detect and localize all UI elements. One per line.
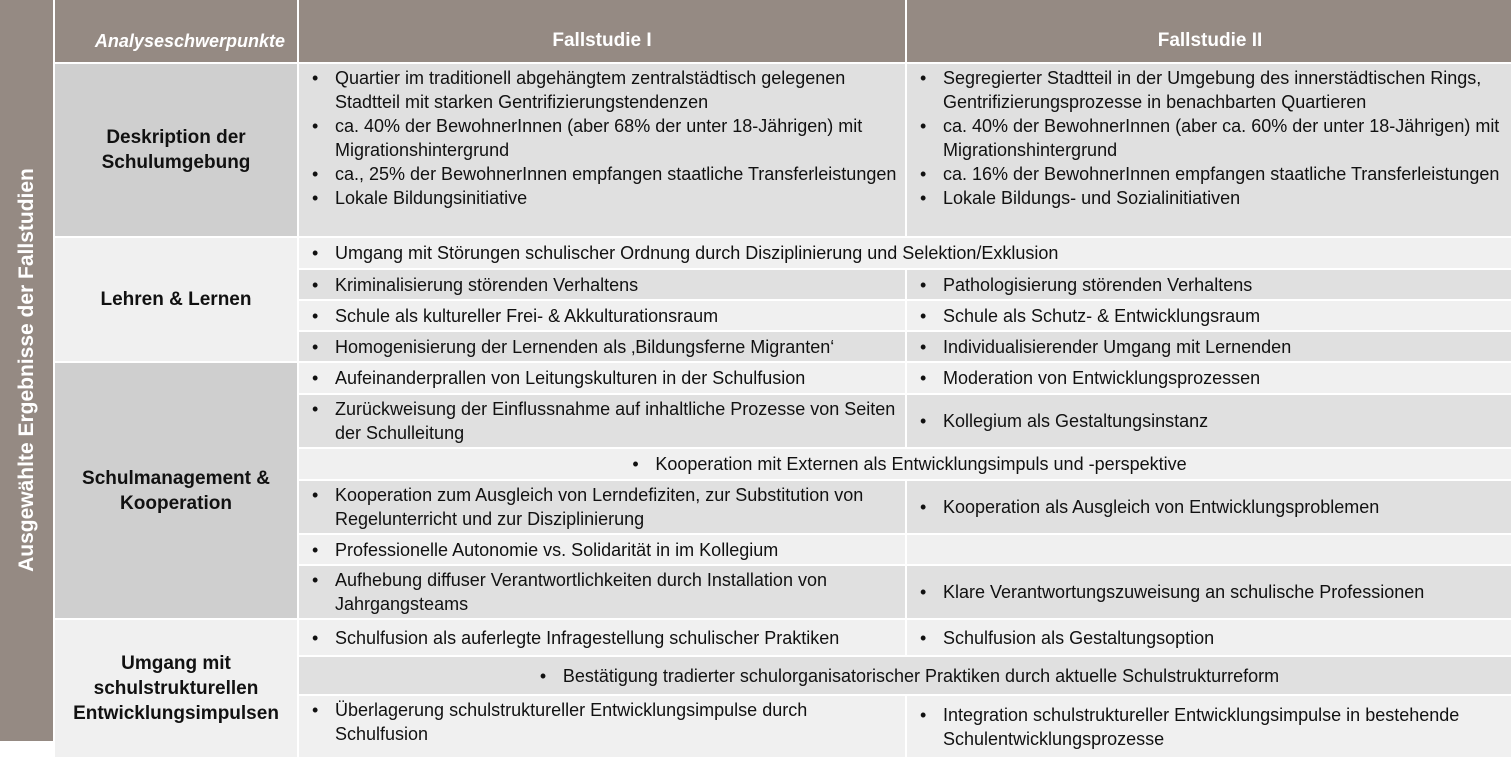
list-item: • Schule als kultureller Frei- & Akkulturationsraum bbox=[307, 304, 899, 328]
section-deskription: Deskription der Schulumgebung bbox=[55, 64, 297, 236]
header-analysis: Analyseschwerpunkte bbox=[55, 0, 297, 62]
cell-lehren-3-case-2 bbox=[907, 301, 1511, 330]
list-item: • ca., 25% der BewohnerInnen empfangen staatliche Transferleistungen bbox=[307, 162, 899, 186]
list-item: • Pathologisierung störenden Verhaltens bbox=[915, 273, 1507, 297]
section-lehren-lernen: Lehren & Lernen bbox=[55, 238, 297, 361]
cell-umgang-1-case-2 bbox=[907, 620, 1511, 655]
cell-management-2-case-2 bbox=[907, 395, 1511, 447]
list-item: • Überlagerung schulstruktureller Entwicklungsimpulse durch Schulfusion bbox=[307, 698, 899, 746]
cell-management-6-case-1 bbox=[299, 566, 905, 618]
list-item: • Lokale Bildungs- und Sozialinitiativen bbox=[915, 186, 1507, 210]
list-item: • Professionelle Autonomie vs. Solidarität in im Kollegium bbox=[307, 538, 899, 562]
sidebar bbox=[0, 0, 53, 741]
cell-lehren-4-case-1 bbox=[299, 332, 905, 361]
cell-management-4-case-1 bbox=[299, 481, 905, 533]
cell-management-5-case-2-empty bbox=[907, 535, 1511, 564]
list-item: • Klare Verantwortungszuweisung an schulische Professionen bbox=[915, 580, 1507, 604]
header-case-2: Fallstudie II bbox=[907, 0, 1511, 62]
list-item: • ca. 40% der BewohnerInnen (aber 68% der unter 18-Jährigen) mit Migrationshintergrund bbox=[307, 114, 899, 162]
list-item: • Kooperation zum Ausgleich von Lerndefiziten, zur Substitution von Regelunterricht und zur Disziplinierung bbox=[307, 483, 899, 531]
list-item: • ca. 40% der BewohnerInnen (aber ca. 60% der unter 18-Jährigen) mit Migrationshintergrund bbox=[915, 114, 1507, 162]
cell-lehren-4-case-2 bbox=[907, 332, 1511, 361]
list-item: • Bestätigung tradierter schulorganisatorischer Praktiken durch aktuelle Schulstrukturreform bbox=[535, 664, 1279, 688]
cell-management-1-case-2 bbox=[907, 363, 1511, 393]
list-item: • Quartier im traditionell abgehängtem zentralstädtisch gelegenen Stadtteil mit starken Gentrifizierungstendenzen bbox=[307, 66, 899, 114]
cell-management-5-case-1 bbox=[299, 535, 905, 564]
list-item: • Schulfusion als Gestaltungsoption bbox=[915, 626, 1507, 650]
cell-management-4-case-2 bbox=[907, 481, 1511, 533]
list-item: • Kooperation mit Externen als Entwicklungsimpuls und -perspektive bbox=[627, 452, 1186, 476]
list-item: • Schule als Schutz- & Entwicklungsraum bbox=[915, 304, 1507, 328]
cell-lehren-2-case-2 bbox=[907, 270, 1511, 299]
section-schulmanagement: Schulmanagement & Kooperation bbox=[55, 363, 297, 618]
cell-lehren-span bbox=[299, 238, 1511, 268]
cell-umgang-3-case-2 bbox=[907, 696, 1511, 757]
cell-management-6-case-2 bbox=[907, 566, 1511, 618]
list-item: • Zurückweisung der Einflussnahme auf inhaltliche Prozesse von Seiten der Schulleitung bbox=[307, 397, 899, 445]
cell-management-2-case-1 bbox=[299, 395, 905, 447]
header-case-1: Fallstudie I bbox=[299, 0, 905, 62]
list-item: • Schulfusion als auferlegte Infragestellung schulischer Praktiken bbox=[307, 626, 899, 650]
cell-deskription-case-1 bbox=[299, 64, 905, 236]
list-item: • Aufhebung diffuser Verantwortlichkeiten durch Installation von Jahrgangsteams bbox=[307, 568, 899, 616]
list-item: • Individualisierender Umgang mit Lernenden bbox=[915, 335, 1507, 359]
list-item: • Integration schulstruktureller Entwicklungsimpulse in bestehende Schulentwicklungsprozesse bbox=[915, 703, 1507, 751]
cell-lehren-3-case-1 bbox=[299, 301, 905, 330]
cell-lehren-2-case-1 bbox=[299, 270, 905, 299]
cell-umgang-1-case-1 bbox=[299, 620, 905, 655]
list-item: • Kriminalisierung störenden Verhaltens bbox=[307, 273, 899, 297]
list-item: • Segregierter Stadtteil in der Umgebung des innerstädtischen Rings, Gentrifizierungsprozesse in benachbarten Quartieren bbox=[915, 66, 1507, 114]
list-item: • Umgang mit Störungen schulischer Ordnung durch Disziplinierung und Selektion/Exklusion bbox=[307, 241, 1507, 265]
list-item: • Moderation von Entwicklungsprozessen bbox=[915, 366, 1507, 390]
cell-management-1-case-1 bbox=[299, 363, 905, 393]
list-item: • Lokale Bildungsinitiative bbox=[307, 186, 899, 210]
list-item: • Aufeinanderprallen von Leitungskulturen in der Schulfusion bbox=[307, 366, 899, 390]
list-item: • Homogenisierung der Lernenden als ‚Bildungsferne Migranten‘ bbox=[307, 335, 899, 359]
cell-umgang-span bbox=[299, 657, 1511, 694]
sidebar-label: Ausgewählte Ergebnisse der Fallstudien bbox=[15, 168, 38, 572]
section-umgang: Umgang mit schulstrukturellen Entwicklungsimpulsen bbox=[55, 620, 297, 757]
results-table bbox=[55, 0, 1511, 749]
cell-deskription-case-2 bbox=[907, 64, 1511, 236]
list-item: • ca. 16% der BewohnerInnen empfangen staatliche Transferleistungen bbox=[915, 162, 1507, 186]
list-item: • Kooperation als Ausgleich von Entwicklungsproblemen bbox=[915, 495, 1507, 519]
cell-management-span bbox=[299, 449, 1511, 479]
list-item: • Kollegium als Gestaltungsinstanz bbox=[915, 409, 1507, 433]
cell-umgang-3-case-1 bbox=[299, 696, 905, 757]
